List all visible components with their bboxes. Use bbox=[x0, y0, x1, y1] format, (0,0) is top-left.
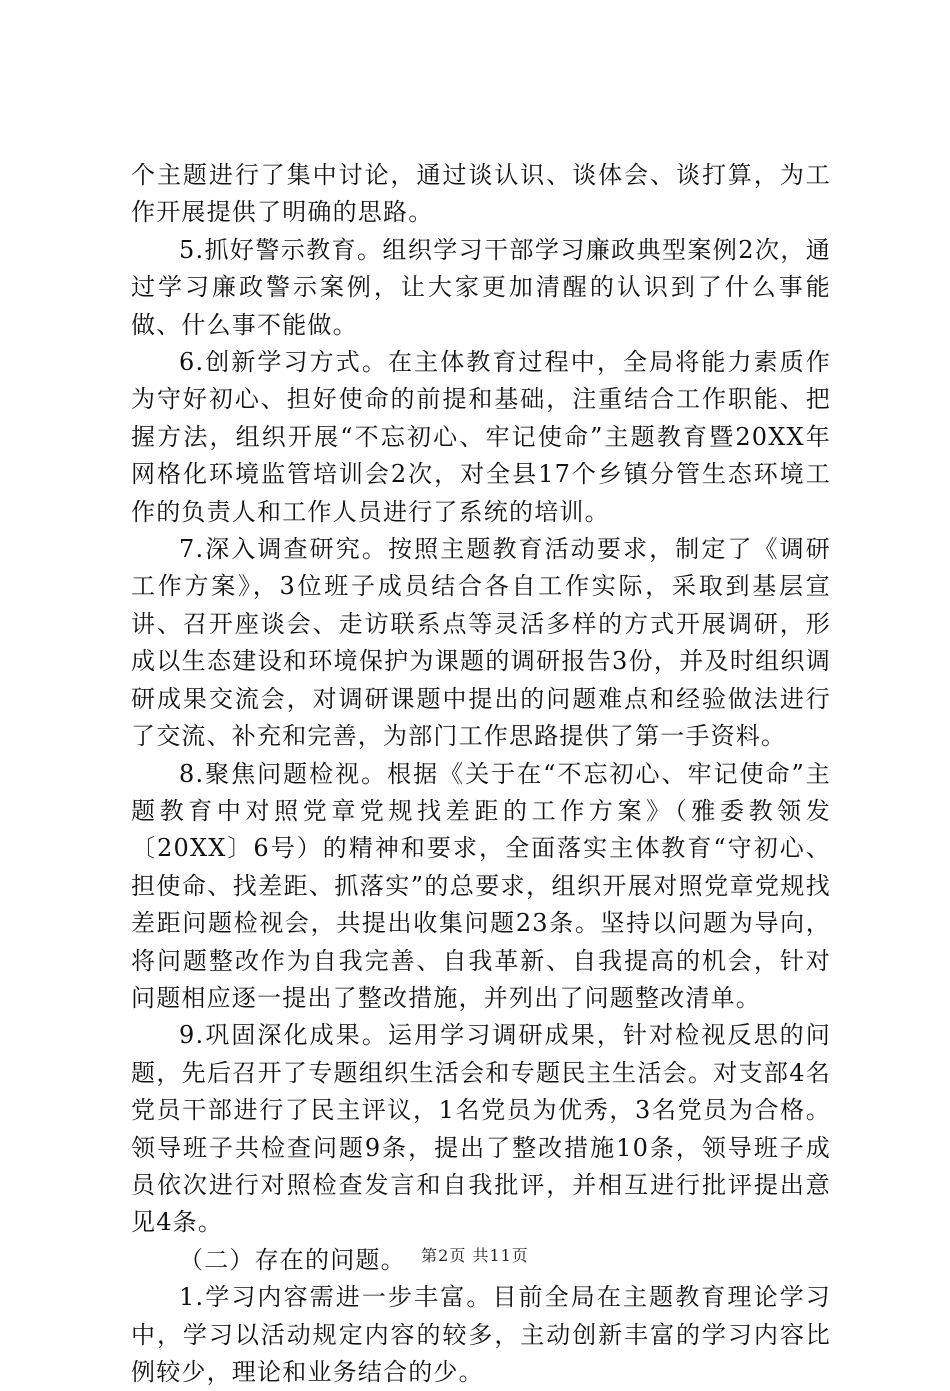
paragraph-item-5: 5.抓好警示教育。组织学习干部学习廉政典型案例2次，通过学习廉政警示案例，让大家更加清醒的认识到了什么事能做、什么事不能做。 bbox=[131, 235, 831, 339]
paragraph-item-7: 7.深入调查研究。按照主题教育活动要求，制定了《调研工作方案》，3位班子成员结合各自工作实际，采取到基层宣讲、召开座谈会、走访联系点等灵活多样的方式开展调研，形成以生态建设和环境保护为课题的调研报告3份，并及时组织调研成果交流会，对调研课题中提出的问题难点和经验做法进行了交流、补充和完善，为部门工作思路提供了第一手资料。 bbox=[131, 535, 831, 751]
paragraph-item-8: 8.聚焦问题检视。根据《关于在“不忘初心、牢记使命”主题教育中对照党章党规找差距的工作方案》（雅委教领发〔20XX〕6号）的精神和要求，全面落实主体教育“守初心、担使命、找差距、抓落实”的总要求，组织开展对照党章党规找差距问题检视会，共提出收集问题23条。坚持以问题为导向，将问题整改作为自我完善、自我革新、自我提高的机会，针对问题相应逐一提出了整改措施，并列出了问题整改清单。 bbox=[131, 759, 831, 1012]
page-number-footer: 第2页 共11页 bbox=[421, 1246, 529, 1265]
paragraph-problem-1: 1.学习内容需进一步丰富。目前全局在主题教育理论学习中，学习以活动规定内容的较多，主动创新丰富的学习内容比例较少，理论和业务结合的少。 bbox=[131, 1283, 831, 1386]
document-body bbox=[131, 157, 831, 1391]
paragraph-item-6: 6.创新学习方式。在主体教育过程中，全局将能力素质作为守好初心、担好使命的前提和基础，注重结合工作职能、把握方法，组织开展“不忘初心、牢记使命”主题教育暨20XX年网格化环境监管培训会2次，对全县17个乡镇分管生态环境工作的负责人和工作人员进行了系统的培训。 bbox=[131, 348, 831, 526]
section-heading-problems: （二）存在的问题。 bbox=[179, 1245, 406, 1274]
paragraph-continuation: 个主题进行了集中讨论，通过谈认识、谈体会、谈打算，为工作开展提供了明确的思路。 bbox=[131, 161, 831, 227]
paragraph-item-9: 9.巩固深化成果。运用学习调研成果，针对检视反思的问题，先后召开了专题组织生活会和专题民主生活会。对支部4名党员干部进行了民主评议，1名党员为优秀，3名党员为合格。领导班子共检查问题9条，提出了整改措施10条，领导班子成员依次进行对照检查发言和自我批评，并相互进行批评提出意见4条。 bbox=[131, 1021, 831, 1237]
